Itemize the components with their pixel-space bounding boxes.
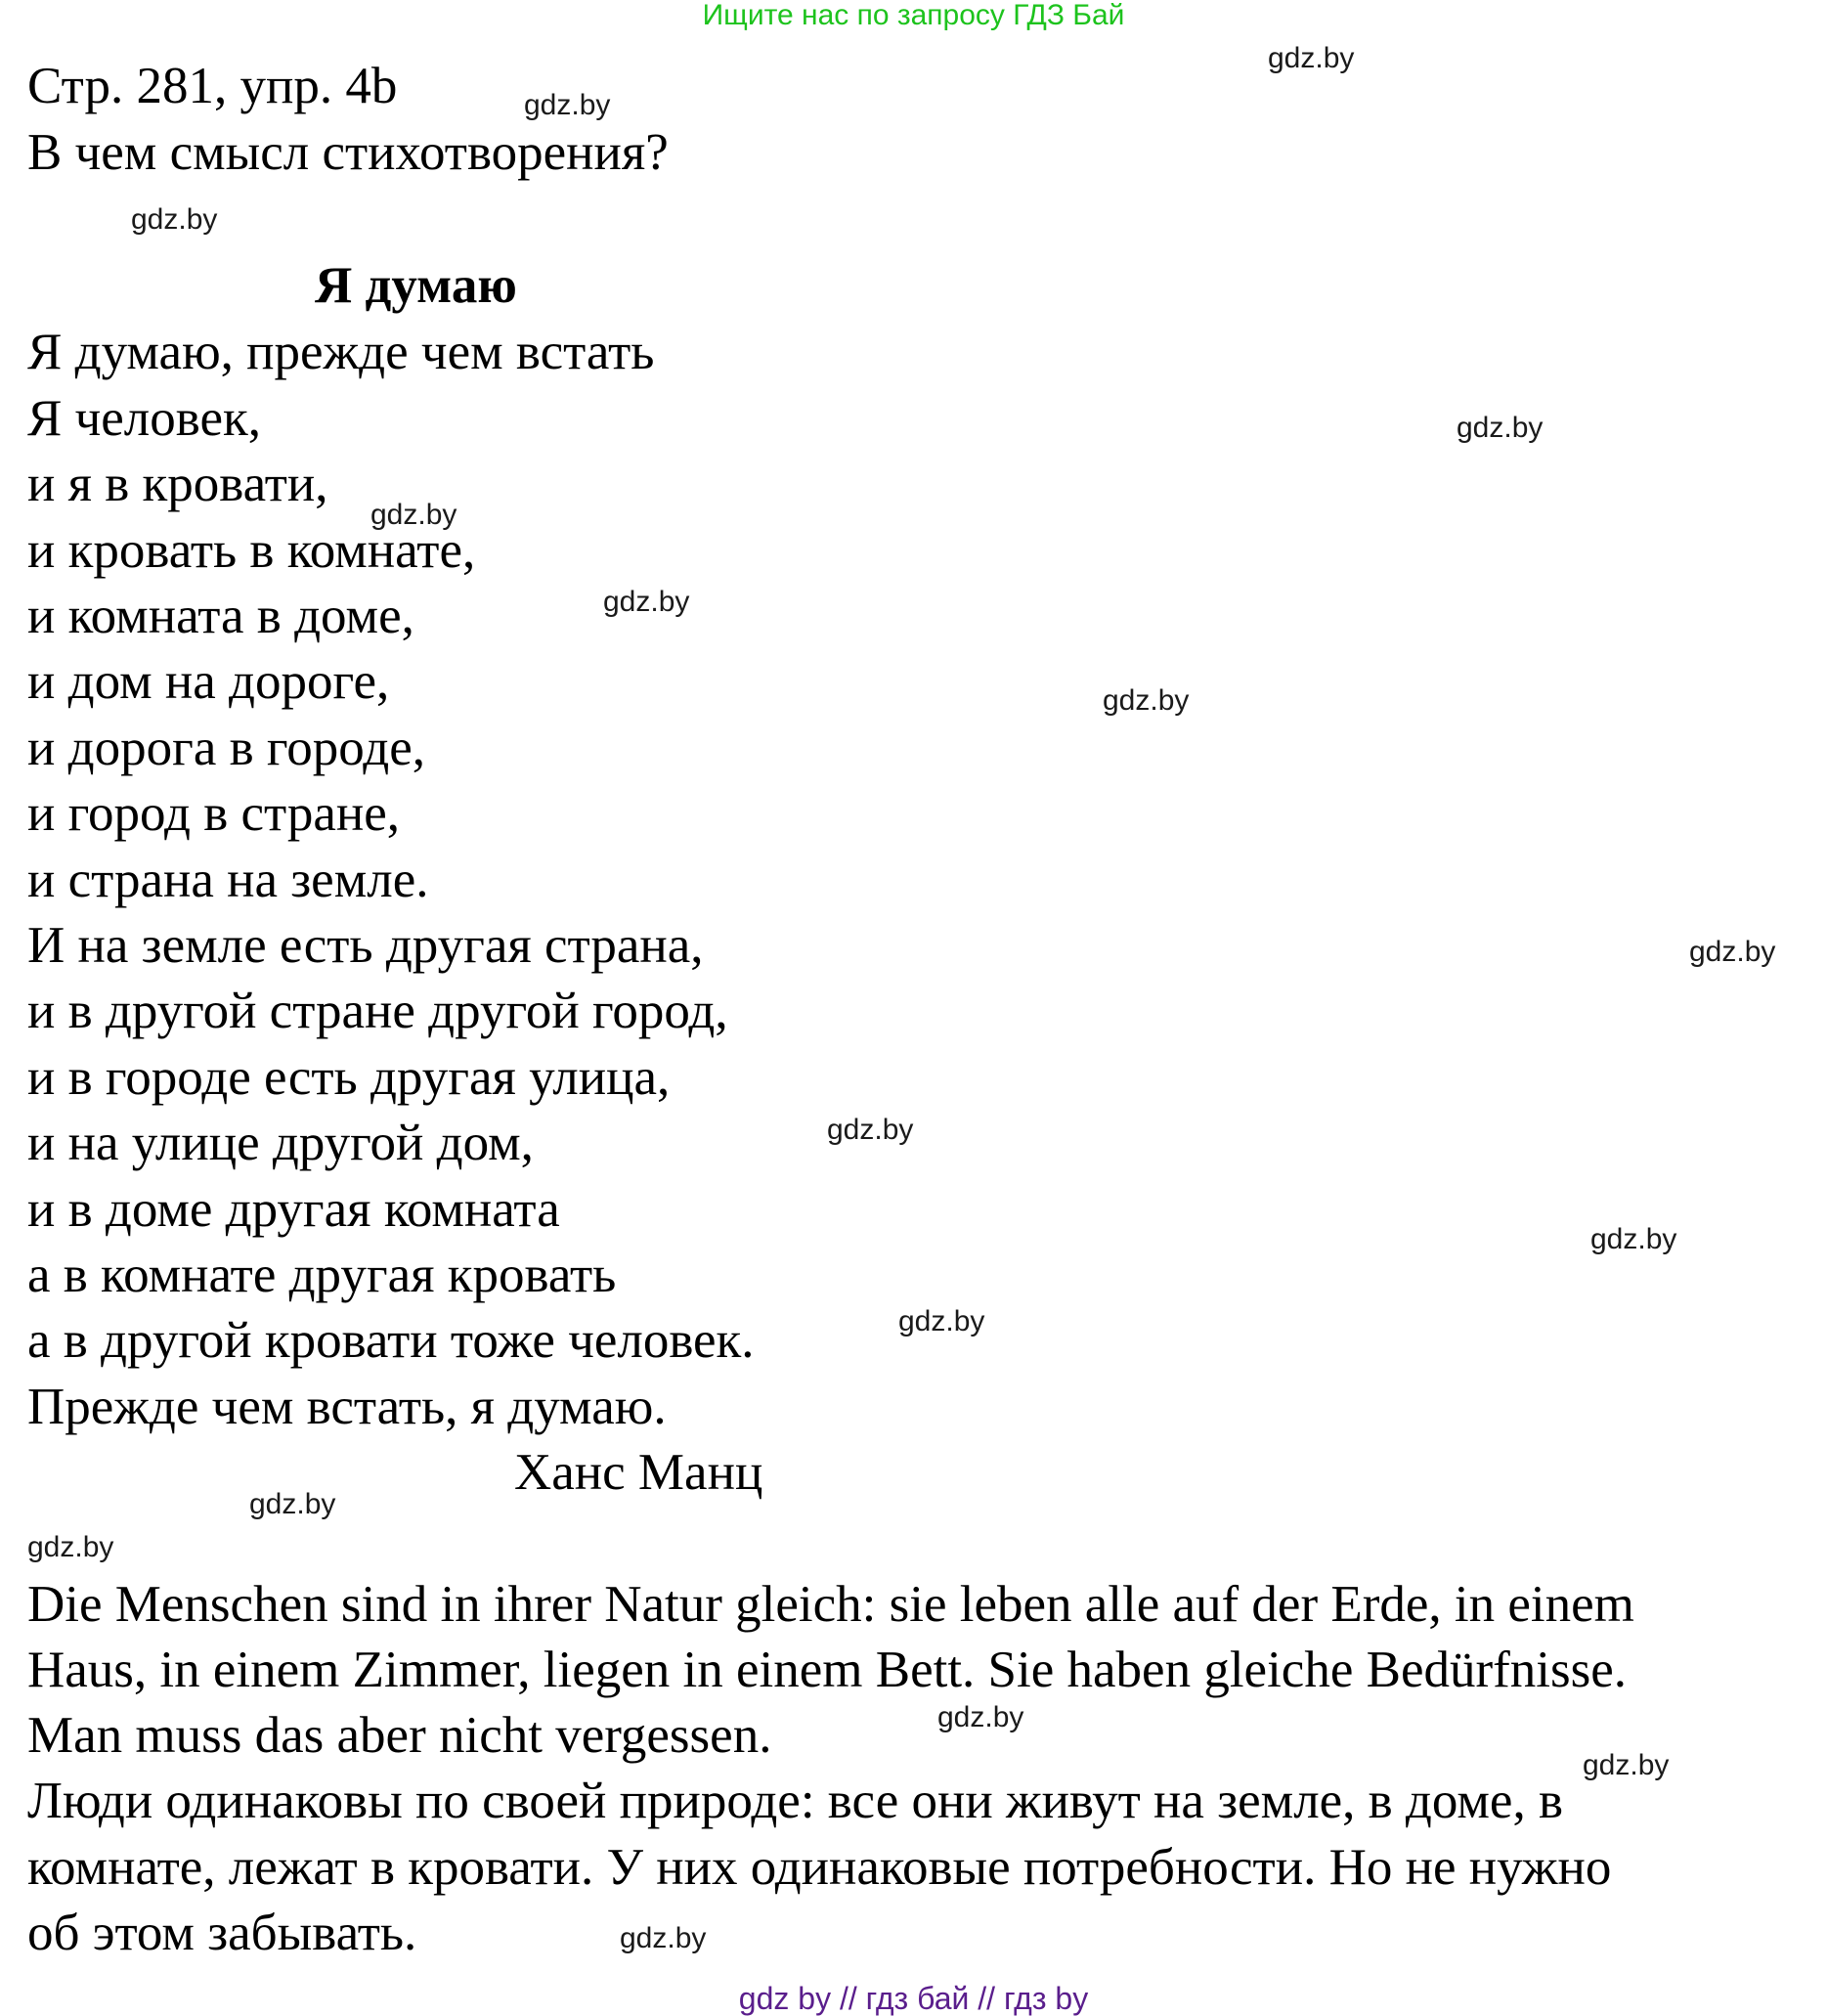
russian-answer-line: Люди одинаковы по своей природе: все они живут на земле, в доме, в [27, 1773, 1563, 1829]
poem-line: и город в стране, [27, 785, 400, 842]
watermark: gdz.by [27, 1531, 114, 1563]
poem-line: а в другой кровати тоже человек. [27, 1312, 755, 1369]
watermark: gdz.by [131, 203, 218, 236]
german-answer-line: Haus, in einem Zimmer, liegen in einem Bett. Sie haben gleiche Bedürfnisse. [27, 1642, 1628, 1698]
poem-line: и на улице другой дом, [27, 1115, 534, 1171]
russian-answer-line: комнате, лежат в кровати. У них одинаковые потребности. Но не нужно [27, 1839, 1612, 1896]
page-reference: Стр. 281, упр. 4b [27, 58, 398, 114]
watermark: gdz.by [620, 1922, 707, 1954]
footer-links: gdz by // гдз бай // гдз by [738, 1981, 1089, 2016]
poem-line: и страна на земле. [27, 852, 429, 908]
poem-line: и в другой стране другой город, [27, 983, 728, 1039]
poem-line: и в городе есть другая улица, [27, 1049, 671, 1106]
poem-line: и дом на дороге, [27, 653, 390, 710]
watermark: gdz.by [249, 1488, 336, 1520]
poem-line: Я думаю, прежде чем встать [27, 324, 655, 380]
poem-line: Прежде чем встать, я думаю. [27, 1379, 667, 1435]
exercise-question: В чем смысл стихотворения? [27, 124, 669, 181]
poem-line: И на земле есть другая страна, [27, 917, 704, 974]
poem-line: Я человек, [27, 390, 261, 447]
watermark: gdz.by [898, 1305, 985, 1337]
poem-line: и дорога в городе, [27, 720, 425, 776]
german-answer-line: Man muss das aber nicht vergessen. [27, 1707, 772, 1764]
watermark: gdz.by [1590, 1223, 1677, 1255]
german-answer-line: Die Menschen sind in ihrer Natur gleich: sie leben alle auf der Erde, in einem [27, 1576, 1634, 1633]
search-banner: Ищите нас по запросу ГДЗ Бай [702, 0, 1125, 31]
poem-line: и в доме другая комната [27, 1181, 560, 1238]
poem-author: Ханс Манц [514, 1444, 763, 1501]
watermark: gdz.by [603, 586, 690, 618]
watermark: gdz.by [1268, 42, 1355, 74]
watermark: gdz.by [937, 1701, 1024, 1733]
poem-title: Я думаю [315, 257, 517, 314]
watermark: gdz.by [1583, 1749, 1670, 1781]
poem-line: и комната в доме, [27, 588, 414, 644]
watermark: gdz.by [1103, 684, 1190, 717]
watermark: gdz.by [1457, 412, 1544, 444]
russian-answer-line: об этом забывать. [27, 1905, 417, 1961]
poem-line: и кровать в комнате, [27, 522, 476, 579]
watermark: gdz.by [370, 499, 457, 531]
watermark: gdz.by [827, 1114, 914, 1146]
watermark: gdz.by [1689, 936, 1776, 968]
watermark: gdz.by [524, 89, 611, 121]
poem-line: а в комнате другая кровать [27, 1247, 617, 1303]
poem-line: и я в кровати, [27, 456, 328, 512]
